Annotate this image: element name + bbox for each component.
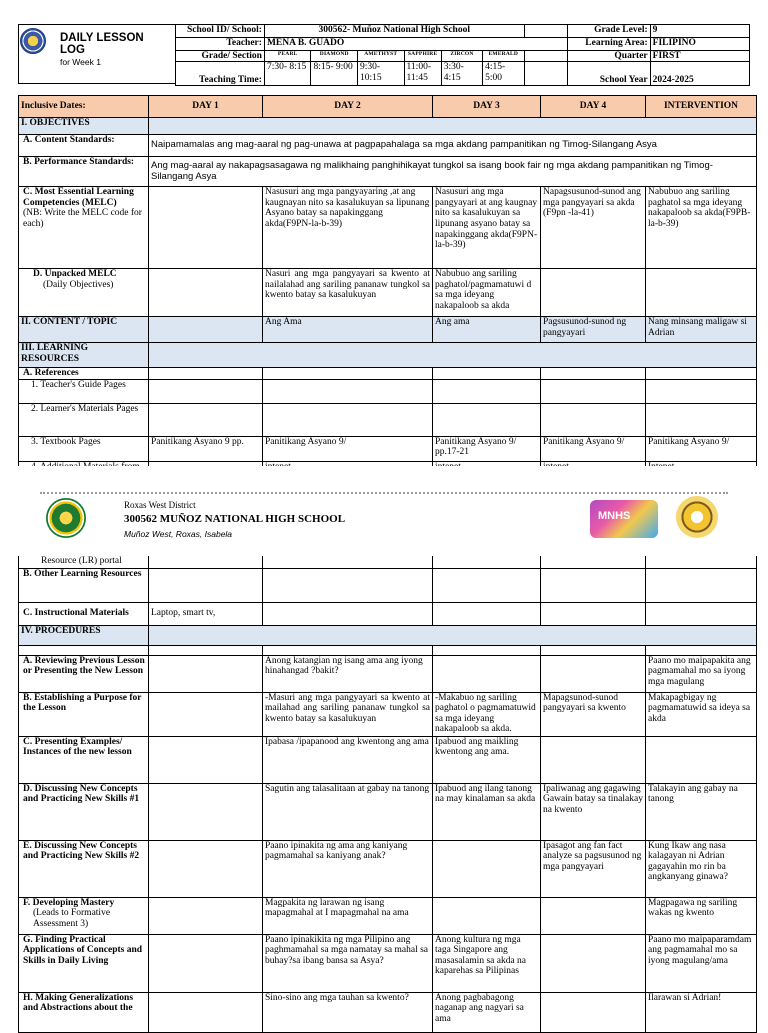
day4-header: DAY 4 [541, 96, 646, 118]
procedures-heading: IV. PROCEDURES [19, 625, 149, 645]
discussing2-label: E. Discussing New Concepts and Practicing New Skills #2 [19, 840, 149, 897]
objectives-heading: I. OBJECTIVES [19, 118, 149, 135]
teacher-value: MENA B. GUADO [264, 38, 567, 51]
section-amethyst: AMETHYST [358, 51, 405, 62]
learning-resources-heading: III. LEARNING RESOURCES [19, 343, 149, 368]
additional-materials-cont: Resource (LR) portal [19, 556, 149, 568]
learning-area-label: Learning Area: [567, 38, 650, 51]
generalizations-day2: Sino-sino ang mga tauhan sa kwento? [263, 992, 433, 1032]
title-line2: LOG [60, 44, 85, 57]
content-standards-text: Naipamamalas ang mag-aaral ng pag-unawa at pagpapahalaga sa mga akdang pampanitikan ng Timog-Silangang Asya [149, 135, 757, 157]
presenting-day2: Ipabasa /ipapanood ang kwentong ang ama [263, 736, 433, 783]
inclusive-dates-label: Inclusive Dates: [19, 96, 149, 118]
mastery-cell [19, 897, 149, 934]
grade-level-value: 9 [650, 25, 749, 38]
day2-header: DAY 2 [263, 96, 433, 118]
purpose-day2: -Masuri ang mga pangyayari sa kwento at mailahad ang sariling pananaw tungkol sa kwento batay sa kasalukuyan [263, 692, 433, 736]
presenting-day3: Ipabuod ang maikling kwentong ang ama. [433, 736, 541, 783]
applications-intervention: Paano mo maipaparamdam ang pagmamahal mo sa iyong magulang/ama [646, 934, 757, 992]
school-name: 300562 MUÑOZ NATIONAL HIGH SCHOOL [124, 513, 346, 525]
time-4: 11:00- 11:45 [404, 62, 441, 86]
time-6: 4:15- 5:00 [483, 62, 524, 86]
reviewing-intervention: Paano mo maipapakita ang pagmamahal mo sa iyong mga magulang [646, 655, 757, 692]
topic-day2: Ang Ama [263, 317, 433, 343]
purpose-label: B. Establishing a Purpose for the Lesson [19, 692, 149, 736]
melc-label: C. Most Essential Learning Competencies (MELC) [23, 187, 134, 208]
unpacked-cell [19, 269, 149, 317]
school-seal-icon [46, 498, 86, 538]
generalizations-label: H. Making Generalizations and Abstractions about the [19, 992, 149, 1032]
school-value: 300562- Muñoz National High School [264, 25, 524, 38]
applications-day2: Paano ipinakikita ng mga Pilipino ang paghmamahal sa mga namatay sa mahal sa buhay?sa ibang bansa sa Asya? [263, 934, 433, 992]
quarter-value: FIRST [650, 51, 749, 62]
references-label: A. References [19, 368, 149, 380]
mastery-label: F. Developing Mastery [23, 897, 115, 908]
school-address: Muñoz West, Roxas, Isabela [124, 529, 233, 539]
discussing1-day3: Ipabuod ang ilang tanong na may kinalaman sa akda [433, 783, 541, 840]
unpacked-day2: Nasuri ang mga pangyayari sa kwento at nailalahad ang sariling pananaw tungkol sa kwento batay sa kasalukuyan [263, 269, 433, 317]
discussing1-label: D. Discussing New Concepts and Practicing New Skills #1 [19, 783, 149, 840]
reviewing-day2: Anong katangian ng isang ama ang iyong hinahangad ?bakit? [263, 655, 433, 692]
unpacked-label: D. Unpacked MELC [33, 269, 117, 279]
title-line1: DAILY LESSON [60, 32, 144, 44]
melc-day3: Nasusuri ang mga pangyayari at ang kaugnay nito sa kasalukuyan sa lipunang asyano batay sa napakinggang akda(F9PN-la-b-39) [433, 187, 541, 269]
district-name: Roxas West District [124, 500, 196, 510]
teacher-label: Teacher: [176, 38, 265, 51]
section-sapphire: SAPPHIRE [404, 51, 441, 62]
quarter-label: Quarter [567, 51, 650, 62]
instructional-materials-label: C. Instructional Materials [19, 602, 149, 625]
mnhs-logo-text: MNHS [598, 510, 631, 522]
day3-header: DAY 3 [433, 96, 541, 118]
instructional-day1: Laptop, smart tv, [149, 602, 263, 625]
textbook-day1: Panitikang Asyano 9 pp. [149, 436, 263, 461]
textbook-intervention: Panitikang Asyano 9/ [646, 436, 757, 461]
week-label: for Week 1 [60, 57, 101, 67]
applications-label: G. Finding Practical Applications of Concepts and Skills in Daily Living [19, 934, 149, 992]
grade-section-label: Grade/ Section [176, 51, 265, 62]
mastery-note: (Leads to Formative Assessment 3) [33, 908, 111, 929]
melc-note: (NB: Write the MELC code for each) [23, 208, 142, 229]
school-year-value: 2024-2025 [650, 62, 749, 86]
gold-seal-icon [676, 496, 718, 538]
topic-day3: Ang ama [433, 317, 541, 343]
melc-day2: Nasusuri ang mga pangyayaring ,at ang kaugnayan nito sa kasalukuyan sa lipunang Asyano batay sa napakinggang akda(F9PN-la-b-39) [263, 187, 433, 269]
discussing1-intervention: Talakayin ang gabay na tanong [646, 783, 757, 840]
topic-intervention: Nang minsang maligaw si Adrian [646, 317, 757, 343]
school-year-label: School Year [567, 62, 650, 86]
textbook-day3: Panitikang Asyano 9/ pp.17-21 [433, 436, 541, 461]
time-1: 7:30- 8:15 [264, 62, 311, 86]
section-pearl: PEARL [264, 51, 311, 62]
time-5: 3:30- 4:15 [441, 62, 482, 86]
purpose-intervention: Makapagbigay ng pagmamatuwid sa ideya sa akda [646, 692, 757, 736]
generalizations-intervention: Ilarawan si Adrian! [646, 992, 757, 1032]
reviewing-label: A. Reviewing Previous Lesson or Presenting the New Lesson [19, 655, 149, 692]
day1-header: DAY 1 [149, 96, 263, 118]
dotted-separator [40, 492, 728, 494]
lesson-table-page2 [18, 556, 757, 1033]
header-outline [18, 24, 175, 84]
days-header-row [19, 96, 757, 118]
applications-day3: Anong kultura ng mga taga Singapore ang masasalamin sa akda na kaparehas sa Pilipinas [433, 934, 541, 992]
melc-intervention: Nabubuo ang sariling paghatol sa mga ideyang nakapaloob sa akda(F9PB-la-b-39) [646, 187, 757, 269]
purpose-day4: Mapagsunod-sunod pangyayari sa kwento [541, 692, 646, 736]
melc-day4: Napagsusunod-sunod ang mga pangyayari sa akda (F9pn -la-41) [541, 187, 646, 269]
intervention-header: INTERVENTION [646, 96, 757, 118]
learners-materials-label: 2. Learner's Materials Pages [19, 403, 149, 436]
content-topic-heading: II. CONTENT / TOPIC [19, 317, 149, 343]
teachers-guide-label: 1. Teacher's Guide Pages [19, 379, 149, 403]
generalizations-day3: Anong pagbabagong naganap ang nagyari sa ama [433, 992, 541, 1032]
textbook-pages-label: 3. Textbook Pages [19, 436, 149, 461]
purpose-day3: -Makabuo ng sariling paghatol o pagmamatuwid sa mga ideyang nakapaloob sa akda. [433, 692, 541, 736]
performance-standards-text: Ang mag-aaral ay nakapagsasagawa ng malikhaing panghihikayat tungkol sa isang book fair ng mga akdang pampanitikan ng Timog-Silangang Asya [149, 157, 757, 187]
grade-level-label: Grade Level: [567, 25, 650, 38]
time-2: 8:15- 9:00 [311, 62, 358, 86]
mastery-intervention: Magpagawa ng sariling wakas ng kwento [646, 897, 757, 934]
discussing2-day2: Paano ipinakita ng ama ang kaniyang pagmamahal sa kaniyang anak? [263, 840, 433, 897]
presenting-label: C. Presenting Examples/ Instances of the new lesson [19, 736, 149, 783]
section-emerald: EMERALD [483, 51, 524, 62]
learning-area-value: FILIPINO [650, 38, 749, 51]
performance-standards-label: B. Performance Standards: [19, 157, 149, 187]
section-zircon: ZIRCON [441, 51, 482, 62]
discussing2-day4: Ipasagot ang fan fact analyze sa pagsusunod ng mga pangyayari [541, 840, 646, 897]
unpacked-note: (Daily Objectives) [43, 279, 114, 290]
content-standards-label: A. Content Standards: [19, 135, 149, 157]
melc-cell [19, 187, 149, 269]
topic-day4: Pagsusunod-sunod ng pangyayari [541, 317, 646, 343]
unpacked-day3: Nabubuo ang sariling paghatol/pagmamatuwi d sa mga ideyang nakapaloob sa akda [433, 269, 541, 317]
discussing1-day4: Ipaliwanag ang gagawing Gawain batay sa tinalakay na kwento [541, 783, 646, 840]
mastery-day2: Magpakita ng larawan ng isang mapagmahal at I mapagmahal na ama [263, 897, 433, 934]
other-resources-label: B. Other Learning Resources [19, 568, 149, 602]
textbook-day2: Panitikang Asyano 9/ [263, 436, 433, 461]
discussing1-day2: Sagutin ang talasalitaan at gabay na tanong [263, 783, 433, 840]
lesson-table-page1 [18, 95, 757, 484]
textbook-day4: Panitikang Asyano 9/ [541, 436, 646, 461]
section-diamond: DIAMOND [311, 51, 358, 62]
school-label: School ID/ School: [176, 25, 265, 38]
teaching-time-label: Teaching Time: [176, 62, 265, 86]
time-3: 9:30- 10:15 [358, 62, 405, 86]
discussing2-intervention: Kung Ikaw ang nasa kalagayan ni Adrian gagayahin mo rin ba angkanyang ginawa? [646, 840, 757, 897]
header-table [175, 24, 750, 86]
